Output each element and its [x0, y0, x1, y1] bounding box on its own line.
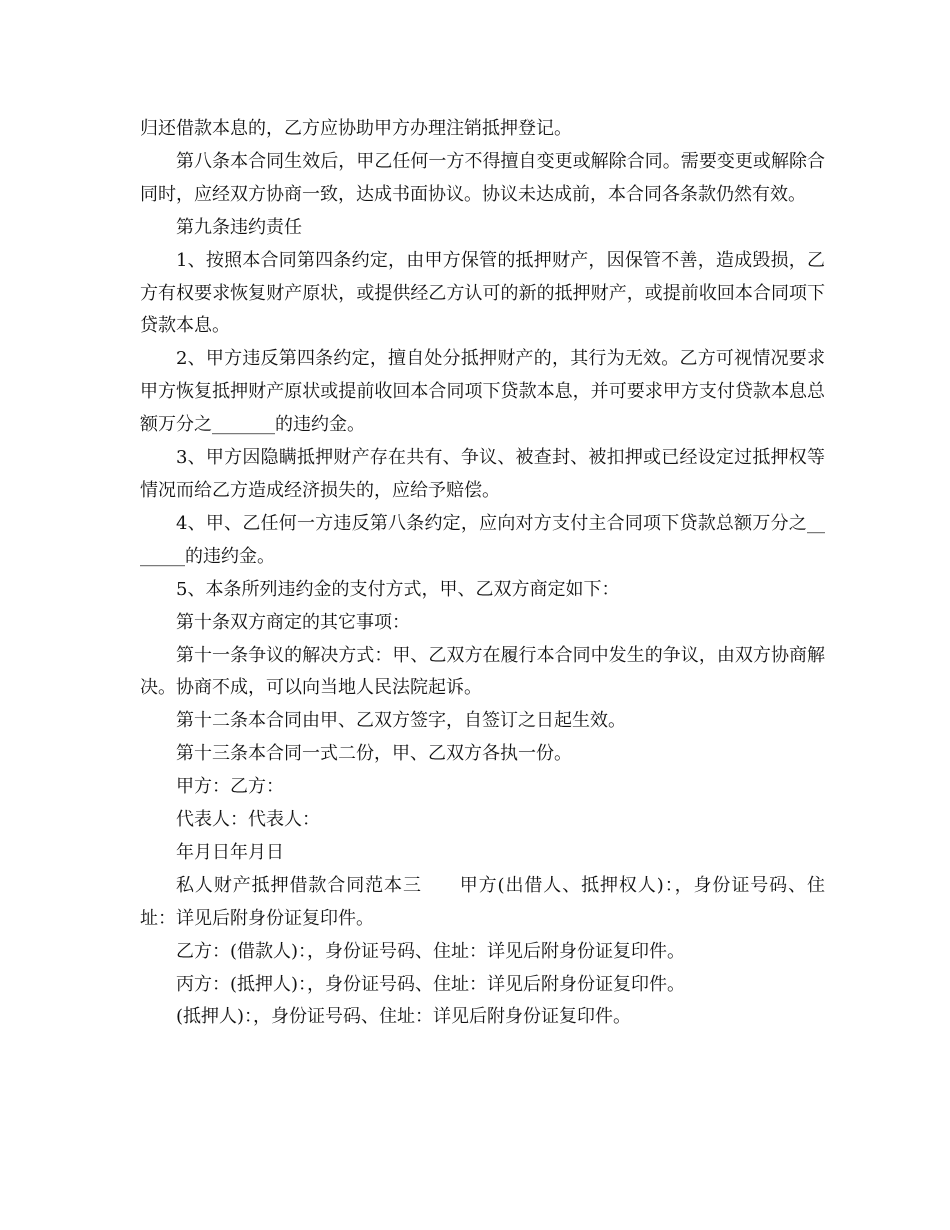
paragraph-party-c: 丙方：(抵押人)：，身份证号码、住址：详见后附身份证复印件。 — [176, 973, 686, 995]
paragraph-article-11: 第十一条争议的解决方式：甲、乙双方在履行本合同中发生的争议，由双方协商解决。协商不成，可以向当地人民法院起诉。 — [140, 644, 825, 699]
paragraph-continuation: 归还借款本息的，乙方应协助甲方办理注销抵押登记。 — [140, 118, 572, 139]
signature-parties: 甲方：乙方： — [176, 776, 284, 798]
paragraph-template-three-party-a: 私人财产抵押借款合同范本三 甲方(出借人、抵押权人)：，身份证号码、住址：详见后附身份证复印件。 — [140, 874, 825, 929]
signature-dates: 年月日年月日 — [176, 841, 284, 863]
paragraph-article-12: 第十二条本合同由甲、乙双方签字，自签订之日起生效。 — [176, 710, 626, 732]
paragraph-clause-3: 3、甲方因隐瞒抵押财产存在共有、争议、被查封、被扣押或已经设定过抵押权等情况而给乙方造成经济损失的，应给予赔偿。 — [140, 447, 825, 501]
paragraph-article-8: 第八条本合同生效后，甲乙任何一方不得擅自变更或解除合同。需要变更或解除合同时，应经双方协商一致，达成书面协议。协议未达成前，本合同各条款仍然有效。 — [140, 150, 825, 205]
paragraph-clause-2: 2、甲方违反第四条约定，擅自处分抵押财产的，其行为无效。乙方可视情况要求甲方恢复抵押财产原状或提前收回本合同项下贷款本息，并可要求甲方支付贷款本息总额万分之_______的违约金。 — [140, 348, 825, 436]
paragraph-mortgagor: (抵押人)：，身份证号码、住址：详见后附身份证复印件。 — [176, 1006, 632, 1028]
paragraph-party-b: 乙方：(借款人)：，身份证号码、住址：详见后附身份证复印件。 — [176, 940, 686, 962]
paragraph-clause-5: 5、本条所列违约金的支付方式，甲、乙双方商定如下： — [176, 578, 620, 600]
paragraph-article-13: 第十三条本合同一式二份，甲、乙双方各执一份。 — [176, 743, 572, 765]
paragraph-article-10: 第十条双方商定的其它事项： — [176, 611, 410, 633]
document-body — [140, 113, 825, 1034]
paragraph-clause-1: 1、按照本合同第四条约定，由甲方保管的抵押财产，因保管不善，造成毁损，乙方有权要求恢复财产原状，或提供经乙方认可的新的抵押财产，或提前收回本合同项下贷款本息。 — [140, 249, 825, 337]
paragraph-clause-4: 4、甲、乙任何一方违反第八条约定，应向对方支付主合同项下贷款总额万分之_______的违约金。 — [140, 512, 825, 567]
signature-representatives: 代表人：代表人： — [176, 809, 320, 831]
heading-article-9: 第九条违约责任 — [176, 216, 302, 238]
